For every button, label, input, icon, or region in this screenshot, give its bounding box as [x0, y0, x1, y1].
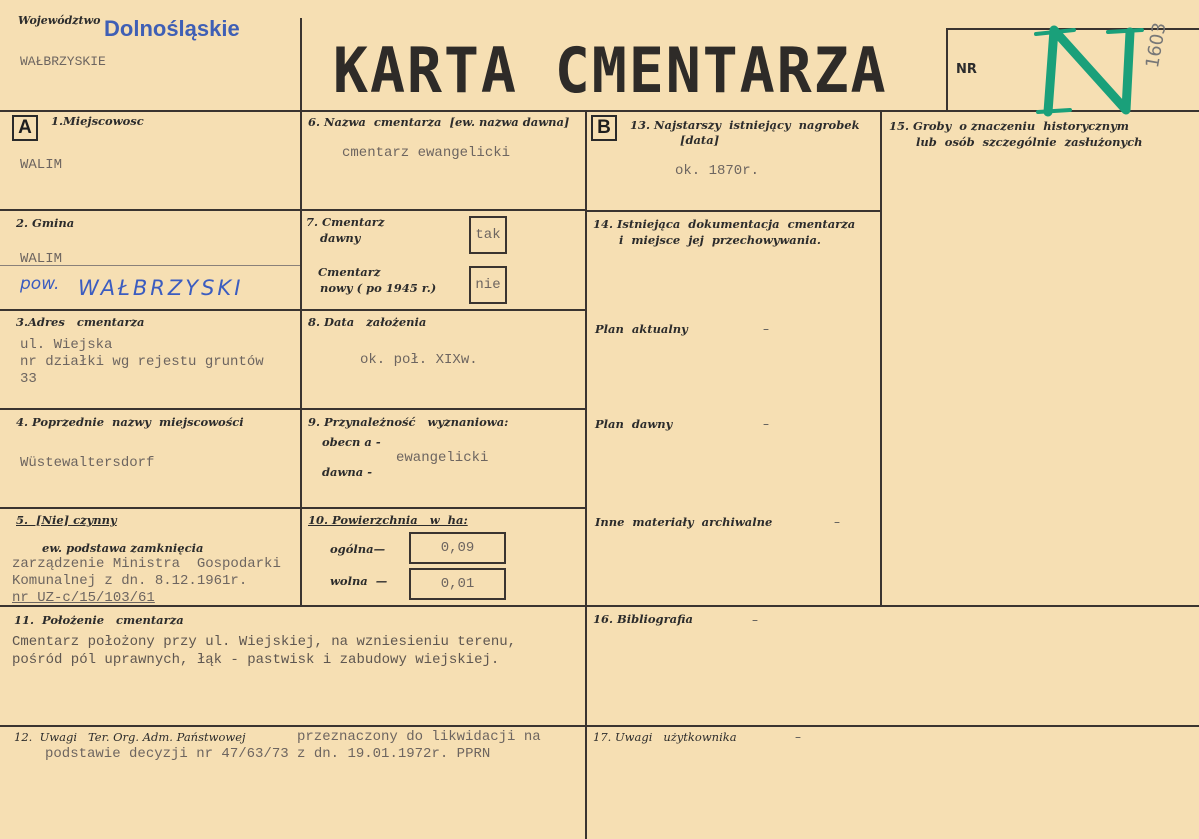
plan-aktualny-label: Plan aktualny — [595, 322, 688, 336]
field-17-dash: – — [795, 730, 801, 744]
rule-top — [0, 110, 1199, 112]
rule — [0, 507, 585, 509]
wojewodztwo-label: Województwo — [18, 14, 101, 27]
field-15-label1: 15. Groby o znaczeniu historycznym — [889, 119, 1129, 133]
field-11-line2: pośród pól uprawnych, łąk - pastwisk i zabudowy wiejskiej. — [12, 652, 500, 668]
field-13-value: ok. 1870r. — [675, 163, 760, 179]
rule — [585, 110, 587, 839]
field-11-line1: Cmentarz położony przy ul. Wiejskiej, na wzniesieniu terenu, — [12, 634, 517, 650]
section-b-tag: B — [591, 115, 617, 141]
nr-letter — [1030, 22, 1150, 117]
inne-materialy-label: Inne materiały archiwalne — [595, 515, 773, 529]
field-7-dawny-box: tak — [469, 216, 507, 254]
field-5-line2: Komunalnej z dn. 8.12.1961r. — [12, 573, 248, 589]
section-a-tag: A — [12, 115, 38, 141]
field-7-label-a1: 7. Cmentarz — [306, 215, 385, 229]
field-1-label: 1.Miejscowosc — [51, 114, 144, 128]
field-4-label: 4. Poprzednie nazwy miejscowości — [16, 415, 244, 429]
field-10-wolna-box: 0,01 — [409, 568, 506, 600]
plan-dawny-dash: – — [763, 417, 769, 431]
field-10-ogolna-label: ogólna— — [330, 542, 386, 556]
field-10-label: 10. Powierzchnia w ha: — [308, 513, 468, 527]
field-13-label2: [data] — [680, 133, 720, 147]
field-4-value: Wüstewaltersdorf — [20, 455, 155, 471]
field-10-wolna-label: wolna — — [330, 574, 388, 588]
field-12-line2: podstawie decyzji nr 47/63/73 z dn. 19.01.1972r. PPRN — [45, 746, 491, 762]
field-5-label: 5. [Nie] czynny — [16, 513, 117, 527]
field-2-hand-prefix: pow. — [20, 274, 60, 294]
field-5-sublabel: ew. podstawa zamknięcia — [42, 541, 204, 555]
field-8-value: ok. poł. XIXw. — [360, 352, 478, 368]
field-3-line1: ul. Wiejska — [20, 337, 113, 353]
field-8-label: 8. Data założenia — [308, 315, 427, 329]
field-3-label: 3.Adres cmentarza — [16, 315, 145, 329]
field-7-label-b2: nowy ( po 1945 r.) — [320, 281, 437, 295]
field-2-hand-value: WAŁBRZYSKI — [78, 276, 244, 300]
nr-number: 1603 — [1142, 20, 1171, 70]
field-14-label1: 14. Istniejąca dokumentacja cmentarza — [593, 217, 856, 231]
rule — [0, 209, 585, 211]
field-7-label-b1: Cmentarz — [318, 265, 381, 279]
field-12-label: 12. Uwagi Ter. Org. Adm. Państwowej — [14, 730, 246, 744]
field-9-value: ewangelicki — [396, 450, 489, 466]
field-11-label: 11. Położenie cmentarza — [14, 613, 184, 627]
field-9-dawna-label: dawna - — [322, 465, 372, 479]
field-10-ogolna-box: 0,09 — [409, 532, 506, 564]
field-5-line1: zarządzenie Ministra Gospodarki — [12, 556, 281, 572]
rule — [300, 18, 302, 606]
field-12-line1: przeznaczony do likwidacji na — [297, 729, 541, 745]
field-16-label: 16. Bibliografia — [593, 612, 693, 626]
plan-aktualny-dash: – — [763, 322, 769, 336]
field-13-label1: 13. Najstarszy istniejący nagrobek — [630, 118, 860, 132]
field-14-label2: i miejsce jej przechowywania. — [619, 233, 821, 247]
field-9-obecna-label: obecn a - — [322, 435, 381, 449]
field-17-label: 17. Uwagi użytkownika — [593, 730, 737, 744]
field-2-label: 2. Gmina — [16, 216, 75, 230]
rule — [0, 605, 1199, 607]
rule — [0, 408, 585, 410]
field-3-line3: 33 — [20, 371, 37, 387]
field-1-value: WALIM — [20, 157, 63, 173]
page-title: KARTA CMENTARZA — [333, 34, 888, 107]
field-9-label: 9. Przynależność wyznaniowa: — [308, 415, 509, 429]
inne-materialy-dash: – — [834, 515, 840, 529]
field-16-dash: – — [752, 613, 758, 627]
plan-dawny-label: Plan dawny — [595, 417, 673, 431]
rule — [0, 309, 585, 311]
field-2-value: WALIM — [20, 251, 63, 267]
field-7-label-a2: dawny — [320, 231, 361, 245]
field-6-label: 6. Nazwa cmentarza [ew. nazwa dawna] — [308, 115, 570, 129]
old-wojewodztwo: WAŁBRZYSKIE — [20, 54, 106, 69]
wojewodztwo-stamp: Dolnośląskie — [104, 16, 240, 41]
field-15-label2: lub osób szczególnie zasłużonych — [916, 135, 1143, 149]
field-7-nowy-box: nie — [469, 266, 507, 304]
field-5-line3: nr UZ-c/15/103/61 — [12, 590, 155, 606]
rule — [0, 725, 1199, 727]
nr-label: NR — [956, 62, 977, 77]
field-6-value: cmentarz ewangelicki — [342, 145, 511, 161]
rule — [585, 210, 881, 212]
field-3-line2: nr działki wg rejestu gruntów — [20, 354, 264, 370]
rule — [880, 110, 882, 606]
